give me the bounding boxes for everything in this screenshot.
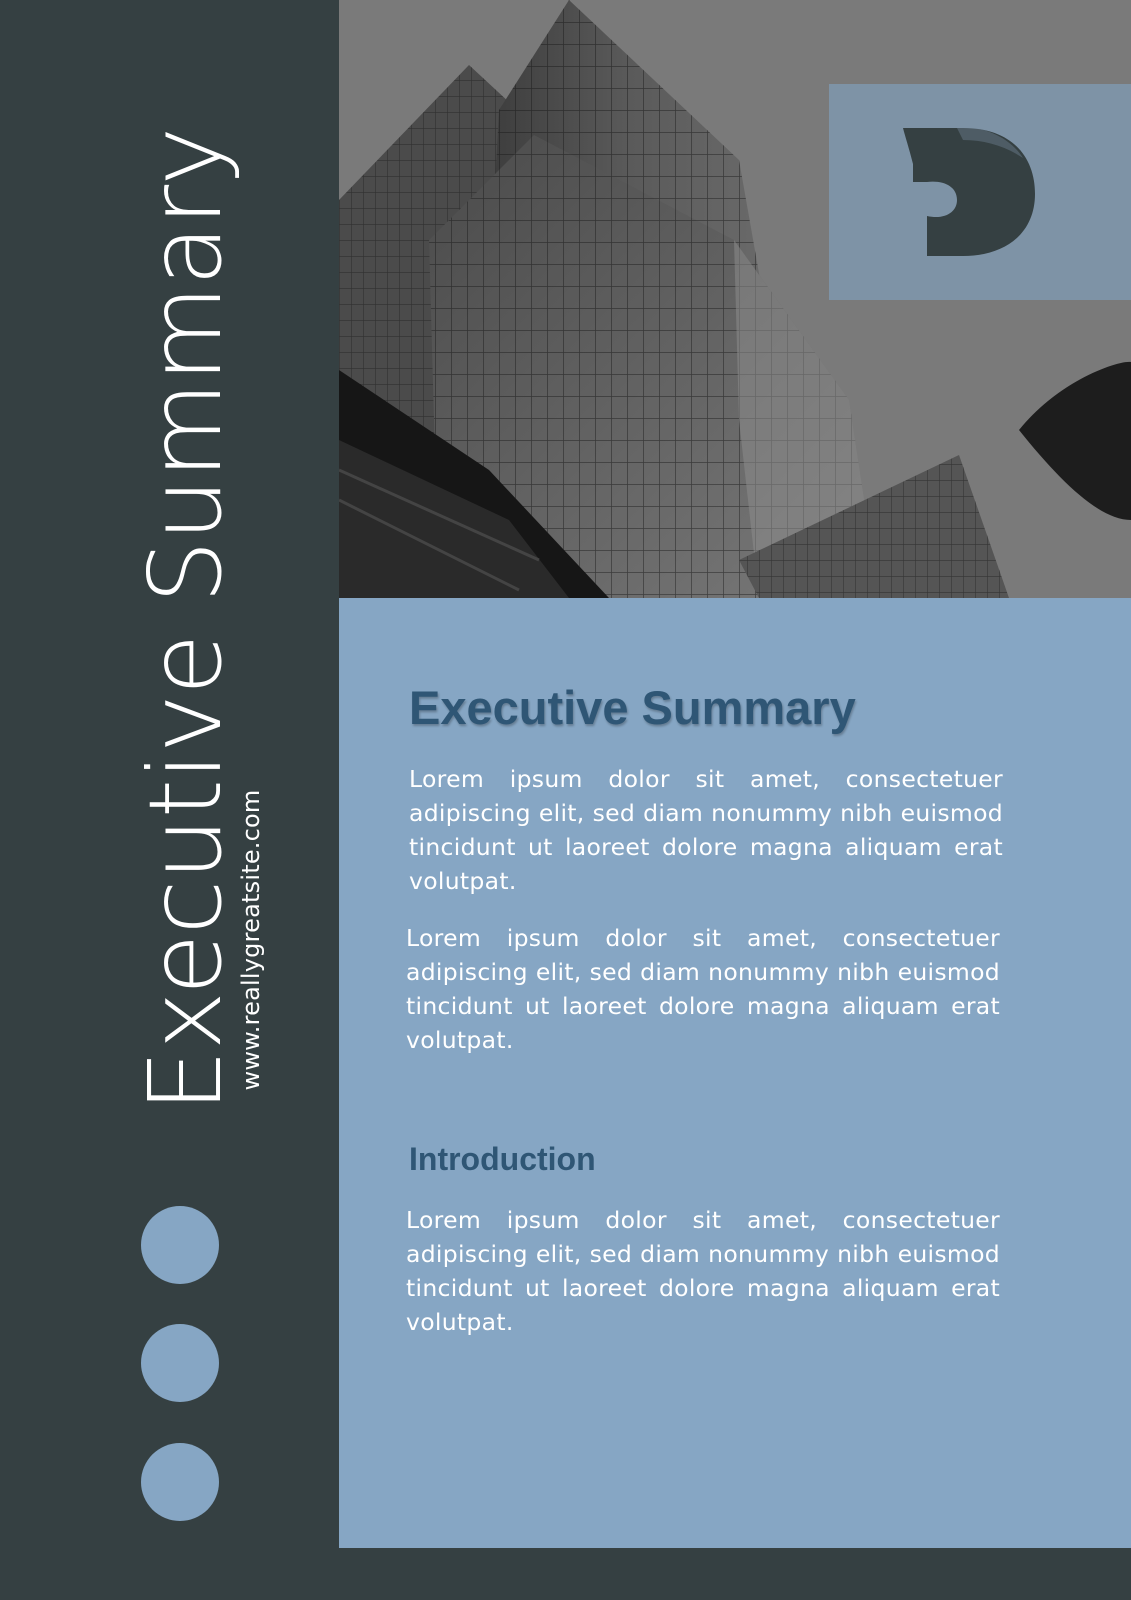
summary-paragraph-2: Lorem ipsum dolor sit amet, consectetuer adipiscing elit, sed diam nonummy nibh euismod tincidunt ut laoreet dolore magna aliquam erat volutpat.	[406, 924, 1000, 1054]
website-url[interactable]: www.reallygreatsite.com	[237, 789, 265, 1091]
decorative-dot-1	[141, 1206, 219, 1284]
decorative-dot-3	[141, 1443, 219, 1521]
decorative-dot-2	[141, 1324, 219, 1402]
letter-d-logo-icon	[903, 128, 1043, 258]
introduction-paragraph: Lorem ipsum dolor sit amet, consectetuer adipiscing elit, sed diam nonummy nibh euismod tincidunt ut laoreet dolore magna aliquam erat volutpat.	[406, 1206, 1000, 1336]
sidebar	[0, 0, 339, 1600]
logo-box	[829, 84, 1131, 300]
summary-paragraph-1: Lorem ipsum dolor sit amet, consectetuer adipiscing elit, sed diam nonummy nibh euismod tincidunt ut laoreet dolore magna aliquam erat volutpat.	[409, 765, 1003, 895]
content-panel	[339, 598, 1131, 1548]
introduction-heading: Introduction	[409, 1141, 596, 1177]
page-title: Executive Summary	[409, 681, 856, 734]
sidebar-vertical-title: Executive Summary	[127, 127, 244, 1113]
